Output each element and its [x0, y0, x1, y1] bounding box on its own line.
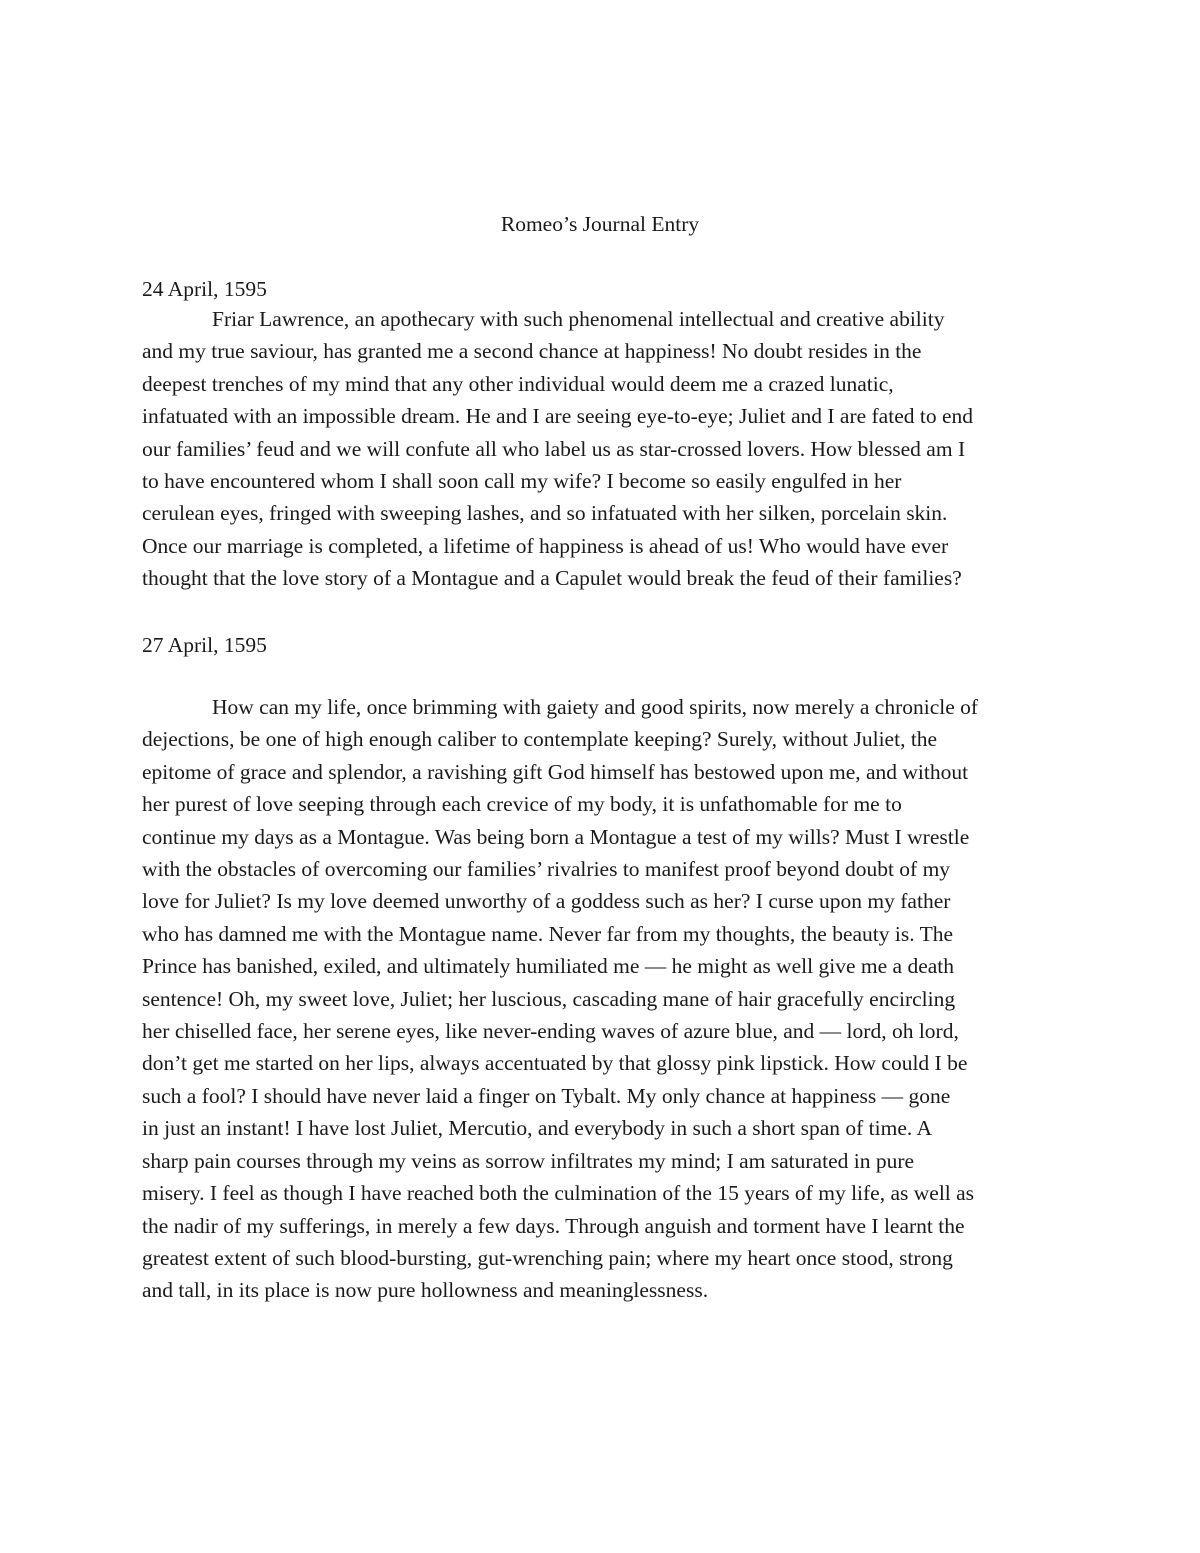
- entry-date: 24 April, 1595: [142, 277, 267, 301]
- entry-body: [142, 303, 1060, 595]
- text-line: infatuated with an impossible dream. He and I are seeing eye-to-eye; Juliet and I are fated to end: [142, 404, 974, 429]
- text-line: Prince has banished, exiled, and ultimately humiliated me — he might as well give me a death: [142, 954, 955, 979]
- text-line: Friar Lawrence, an apothecary with such phenomenal intellectual and creative ability: [212, 307, 945, 331]
- text-line: our families’ feud and we will confute all who label us as star-crossed lovers. How blessed am I: [142, 436, 966, 461]
- text-line: to have encountered whom I shall soon call my wife? I become so easily engulfed in her: [142, 469, 902, 494]
- text-line: her chiselled face, her serene eyes, like never-ending waves of azure blue, and — lord, oh lord,: [142, 1019, 959, 1044]
- text-line: deepest trenches of my mind that any other individual would deem me a crazed lunatic,: [142, 371, 894, 396]
- entry-body: [142, 691, 1060, 1307]
- text-line: the nadir of my sufferings, in merely a few days. Through anguish and torment have I learnt the: [142, 1213, 965, 1238]
- text-line: such a fool? I should have never laid a finger on Tybalt. My only chance at happiness — gone: [142, 1083, 951, 1108]
- text-line: in just an instant! I have lost Juliet, Mercutio, and everybody in such a short span of time. A: [142, 1116, 932, 1141]
- text-line: sharp pain courses through my veins as sorrow infiltrates my mind; I am saturated in pure: [142, 1148, 915, 1173]
- text-line: who has damned me with the Montague name. Never far from my thoughts, the beauty is. The: [142, 921, 954, 946]
- text-line: thought that the love story of a Montague and a Capulet would break the feud of their families?: [142, 566, 962, 591]
- text-line: with the obstacles of overcoming our families’ rivalries to manifest proof beyond doubt of my: [142, 857, 951, 882]
- text-line: dejections, be one of high enough caliber to contemplate keeping? Surely, without Juliet, the: [142, 727, 938, 752]
- text-line: love for Juliet? Is my love deemed unworthy of a goddess such as her? I curse upon my father: [142, 889, 951, 914]
- text-line: How can my life, once brimming with gaiety and good spirits, now merely a chronicle of: [212, 695, 979, 719]
- text-line: and tall, in its place is now pure hollowness and meaninglessness.: [142, 1278, 709, 1303]
- text-line: greatest extent of such blood-bursting, gut-wrenching pain; where my heart once stood, strong: [142, 1245, 953, 1270]
- text-line: Once our marriage is completed, a lifetime of happiness is ahead of us! Who would have ever: [142, 533, 949, 558]
- text-line: sentence! Oh, my sweet love, Juliet; her luscious, cascading mane of hair gracefully encircling: [142, 986, 956, 1011]
- text-line: cerulean eyes, fringed with sweeping lashes, and so infatuated with her silken, porcelain skin.: [142, 501, 948, 526]
- text-line: and my true saviour, has granted me a second chance at happiness! No doubt resides in the: [142, 339, 922, 364]
- text-line: continue my days as a Montague. Was being born a Montague a test of my wills? Must I wrestle: [142, 824, 970, 849]
- text-line: her purest of love seeping through each crevice of my body, it is unfathomable for me to: [142, 792, 902, 817]
- entry-date: 27 April, 1595: [142, 633, 267, 657]
- text-line: misery. I feel as though I have reached both the culmination of the 15 years of my life, as well as: [142, 1181, 975, 1206]
- text-line: don’t get me started on her lips, always accentuated by that glossy pink lipstick. How could I be: [142, 1051, 968, 1076]
- text-line: epitome of grace and splendor, a ravishing gift God himself has bestowed upon me, and without: [142, 759, 969, 784]
- document-title: Romeo’s Journal Entry: [500, 212, 700, 236]
